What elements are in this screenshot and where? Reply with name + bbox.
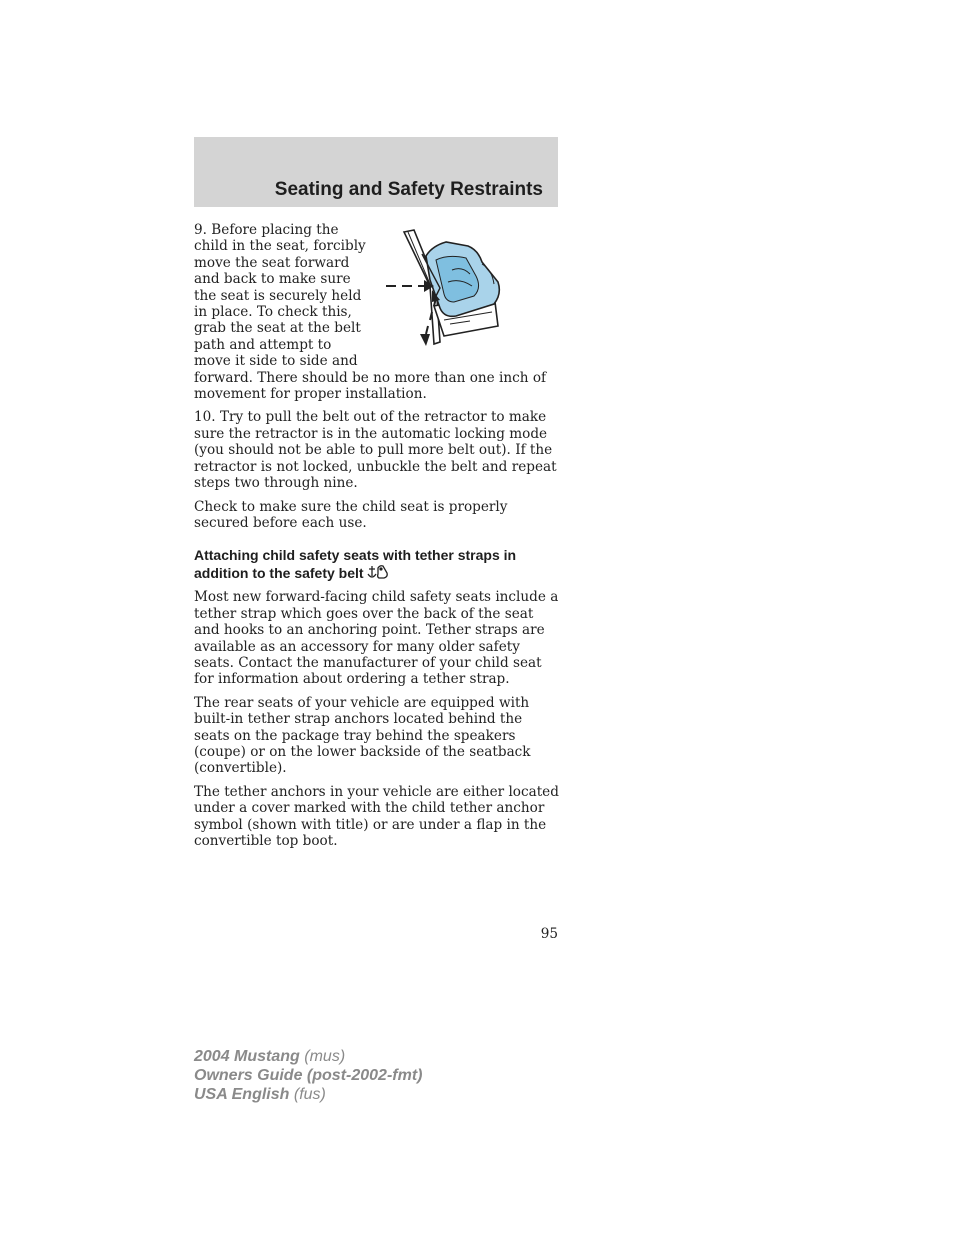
footer-line-2 bbox=[194, 1066, 422, 1085]
tether-paragraph-3: The tether anchors in your vehicle are either located under a cover marked with the child tether anchor symbol (shown with title) or are under a flap in the convertible top boot. bbox=[194, 783, 559, 849]
step-10-paragraph: 10. Try to pull the belt out of the retractor to make sure the retractor is in the automatic locking mode (you should not be able to pull more belt out). If the retractor is not locked, unbuckle the belt and repeat steps two through nine. bbox=[194, 409, 557, 492]
child-tether-anchor-icon bbox=[367, 564, 389, 584]
step-9-paragraph: 9. Before placing the child in the seat, forcibly move the seat forward and back to make sure the seat is securely held in place. To check this, grab the seat at the belt path and attempt to move it side to side and forward. There should be no more than one inch of movement for proper installation. bbox=[194, 222, 547, 403]
tether-section-heading bbox=[194, 546, 560, 584]
tether-heading-text: Attaching child safety seats with tether straps in addition to the safety belt bbox=[194, 547, 517, 582]
page-title: Seating and Safety Restraints bbox=[274, 179, 543, 200]
child-seat-illustration-icon bbox=[374, 224, 522, 354]
document-footer bbox=[194, 1047, 422, 1104]
check-paragraph: Check to make sure the child seat is properly secured before each use. bbox=[194, 498, 508, 531]
footer-model-code: (mus) bbox=[304, 1048, 346, 1065]
footer-language-code: (fus) bbox=[293, 1086, 326, 1103]
main-content bbox=[194, 222, 560, 856]
footer-line-1 bbox=[194, 1047, 422, 1066]
child-seat-installation-illustration bbox=[374, 224, 522, 354]
tether-paragraph-2: The rear seats of your vehicle are equipped with built-in tether strap anchors located behind the seats on the package tray behind the speakers (coupe) or on the lower backside of the seatback (convertible). bbox=[194, 694, 531, 777]
section-header-band bbox=[194, 137, 558, 207]
footer-model: 2004 Mustang bbox=[194, 1048, 300, 1065]
footer-guide: Owners Guide (post-2002-fmt) bbox=[194, 1067, 423, 1084]
tether-paragraph-1: Most new forward-facing child safety seats include a tether strap which goes over the back of the seat and hooks to an anchoring point. Tether straps are available as an accessory for many older safety seats. Contact the manufacturer of your child seat for information about ordering a tether strap. bbox=[194, 589, 559, 688]
footer-language: USA English bbox=[194, 1086, 290, 1103]
footer-line-3 bbox=[194, 1085, 422, 1104]
page-number: 95 bbox=[540, 926, 558, 942]
